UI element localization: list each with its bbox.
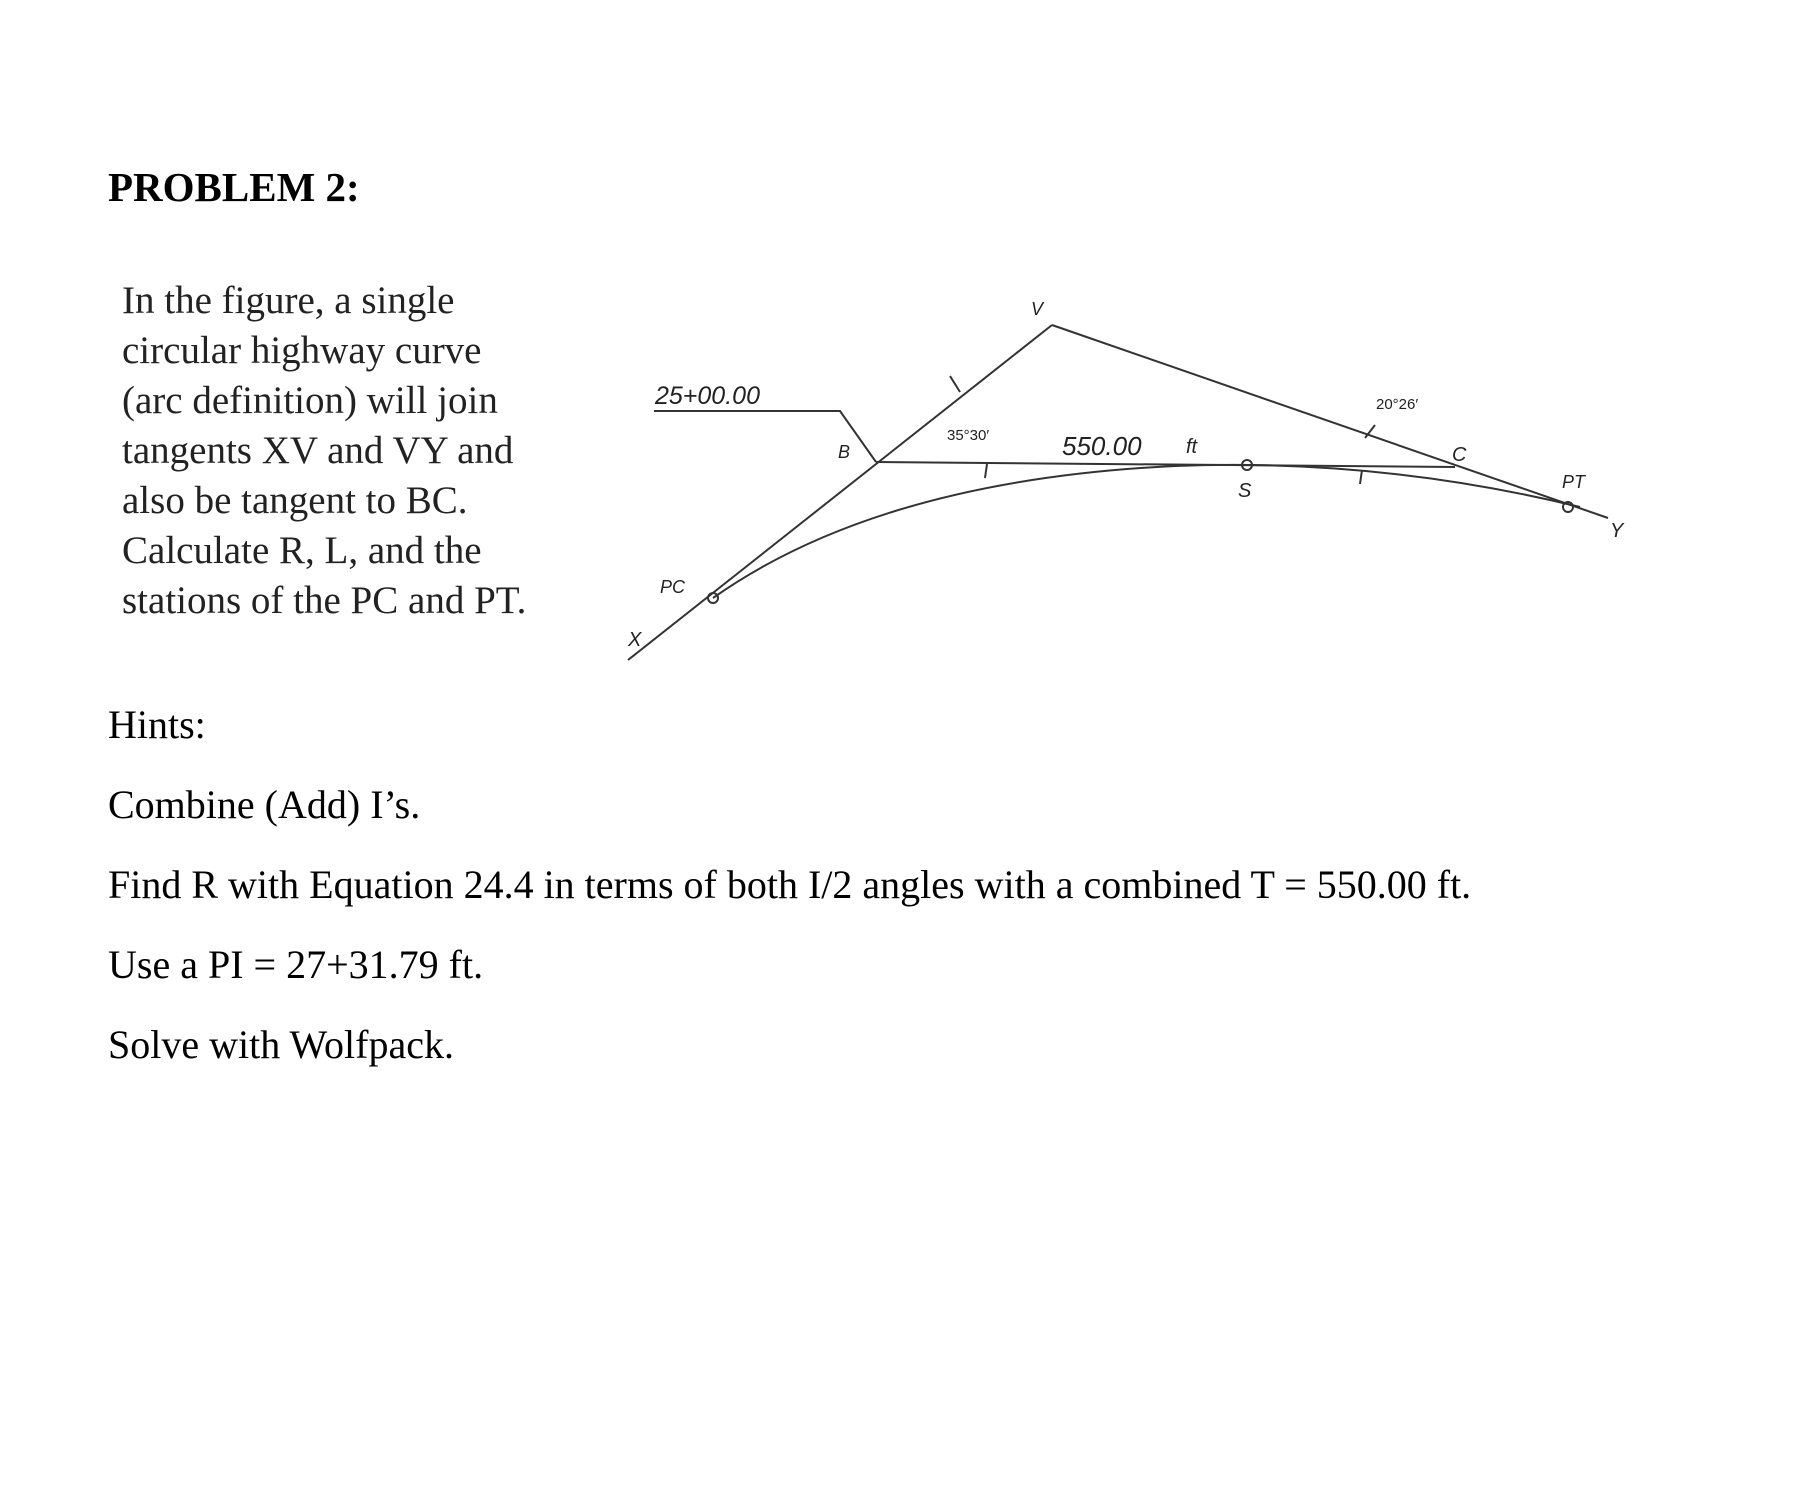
angle-c-label: 20°26′ bbox=[1376, 396, 1419, 413]
problem-statement bbox=[122, 276, 642, 626]
point-s-label: S bbox=[1238, 480, 1252, 502]
hints-heading: Hints: bbox=[108, 702, 206, 747]
distance-label: 550.00 bbox=[1062, 431, 1142, 461]
statement-line: (arc definition) will join bbox=[122, 379, 498, 422]
statement-line: In the figure, a single bbox=[122, 279, 455, 322]
hint-item: Combine (Add) I’s. bbox=[108, 782, 421, 827]
tick-mark bbox=[950, 376, 960, 392]
point-y-label: Y bbox=[1610, 520, 1624, 542]
hint-item: Find R with Equation 24.4 in terms of both I/2 angles with a combined T = 550.00 ft. bbox=[108, 862, 1472, 907]
statement-line: also be tangent to BC. bbox=[122, 479, 468, 522]
station-label: 25+00.00 bbox=[655, 382, 760, 410]
point-pt-label: PT bbox=[1562, 472, 1586, 492]
hint-item: Solve with Wolfpack. bbox=[108, 1022, 454, 1067]
statement-line: circular highway curve bbox=[122, 329, 482, 372]
circular-curve bbox=[713, 465, 1580, 598]
point-c-label: C bbox=[1452, 444, 1467, 466]
point-x-label: X bbox=[628, 629, 642, 651]
curve-figure bbox=[620, 285, 1640, 685]
tangent-xv bbox=[628, 325, 1052, 660]
hint-item: Use a PI = 27+31.79 ft. bbox=[108, 942, 484, 987]
statement-line: tangents XV and VY and bbox=[122, 429, 514, 472]
point-b-label: B bbox=[838, 442, 851, 462]
tick-mark bbox=[1360, 470, 1362, 484]
point-pc-label: PC bbox=[660, 577, 686, 597]
tangent-vy bbox=[1052, 325, 1608, 518]
problem-title: PROBLEM 2: bbox=[108, 164, 360, 210]
tick-mark bbox=[985, 464, 987, 478]
angle-b-label: 35°30′ bbox=[947, 427, 990, 444]
statement-line: stations of the PC and PT. bbox=[122, 579, 527, 622]
distance-unit: ft bbox=[1186, 436, 1198, 458]
hints-section bbox=[108, 700, 1471, 1100]
statement-line: Calculate R, L, and the bbox=[122, 529, 482, 572]
point-v-label: V bbox=[1031, 299, 1044, 319]
